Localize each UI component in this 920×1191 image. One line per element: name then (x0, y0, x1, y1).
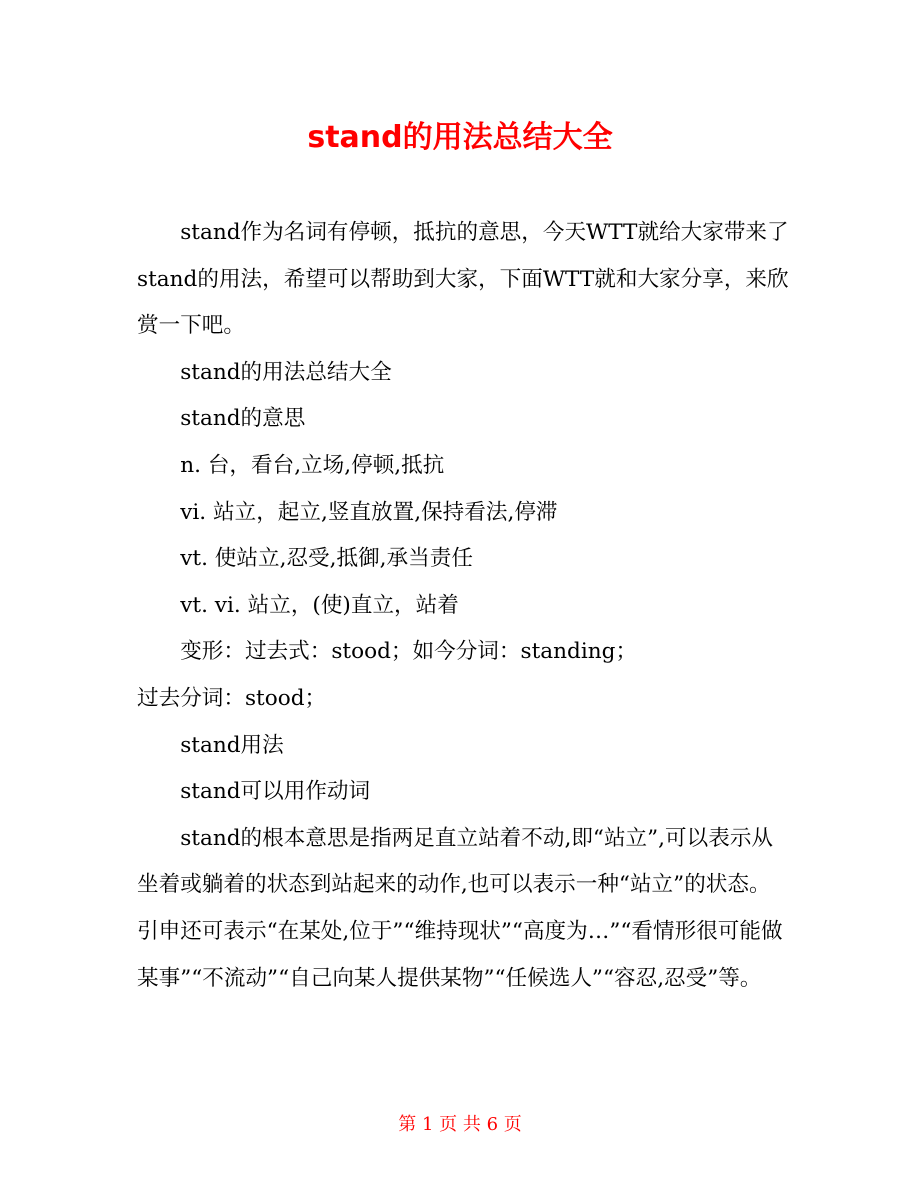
document-body (137, 210, 789, 1002)
usage-as-verb: stand可以用作动词 (180, 779, 371, 805)
section-heading: stand的用法总结大全 (180, 359, 392, 385)
definition-vt-vi: vt. vi. 站立，(使)直立，站着 (180, 592, 459, 618)
document-title: stand的用法总结大全 (307, 120, 613, 155)
inflection-line: 变形：过去式：stood；如今分词：standing； (180, 639, 638, 665)
page-footer: 第 1 页 共 6 页 (398, 1114, 522, 1135)
definition-vt: vt. 使站立,忍受,抵御,承当责任 (180, 546, 473, 572)
intro-paragraph: stand作为名词有停顿，抵抗的意思，今天WTT就给大家带来了stand的用法，希望可以帮助到大家，下面WTT就和大家分享，来欣赏一下吧。 (137, 220, 789, 339)
definition-vi: vi. 站立，起立,竖直放置,保持看法,停滞 (180, 499, 558, 525)
subheading-meaning: stand的意思 (180, 406, 306, 432)
inflection-past-participle: 过去分词：stood； (137, 685, 327, 711)
definition-noun: n. 台，看台,立场,停顿,抵抗 (180, 452, 445, 478)
subheading-usage: stand用法 (180, 732, 284, 758)
usage-explanation-paragraph: stand的根本意思是指两足直立站着不动,即“站立”,可以表示从坐着或躺着的状态到站起来的动作,也可以表示一种“站立”的状态。引申还可表示“在某处,位于”“维持现状”“高度为…”“看情形很可能做某事”“不流动”“自己向某人提供某物”“任候选人”“容忍,忍受”等。 (137, 825, 783, 991)
